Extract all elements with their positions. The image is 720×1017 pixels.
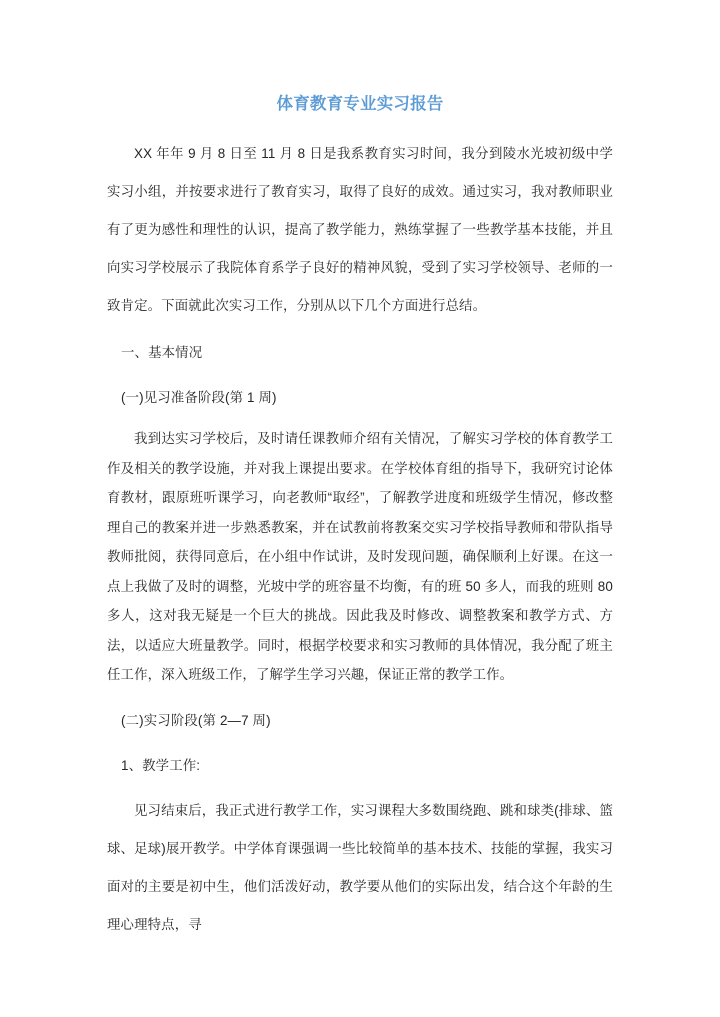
opening-paragraph: XX 年年 9 月 8 日至 11 月 8 日是我系教育实习时间，我分到陵水光坡初级中学实习小组，并按要求进行了教育实习，取得了良好的成效。通过实习，我对教师职业有了更为感性和理性的认识，提高了教学能力，熟练掌握了一些教学基本技能，并且向实习学校展示了我院体育系学子良好的精神风貌，受到了实习学校领导、老师的一致肯定。下面就此次实习工作，分别从以下几个方面进行总结。	[107, 146, 613, 313]
paragraph-preparation: 我到达实习学校后，及时请任课教师介绍有关情况，了解实习学校的体育教学工作及相关的教学设施，并对我上课提出要求。在学校体育组的指导下，我研究讨论体育教材，跟原班听课学习，向老教师“取经”，了解教学进度和班级学生情况，修改整理自己的教案并进一步熟悉教案，并在试教前将教案交实习学校指导教师和带队指导教师批阅，获得同意后，在小组中作试讲，及时发现问题，确保顺利上好课。在这一点上我做了及时的调整，光坡中学的班容量不均衡，有的班 50 多人，而我的班则 80 多人，这对我无疑是一个巨大的挑战。因此我及时修改、调整教案和教学方式、方法，以适应大班量教学。同时，根据学校要求和实习教师的具体情况，我分配了班主任工作，深入班级工作，了解学生学习兴趣，保证正常的教学工作。	[107, 431, 613, 682]
internship-stage-block	[107, 690, 613, 944]
heading-subsection-1: (一)见习准备阶段(第 1 周)	[121, 390, 277, 405]
preparation-block	[107, 424, 613, 690]
paragraph-teaching: 见习结束后，我正式进行教学工作，实习课程大多数围绕跑、跳和球类(排球、篮球、足球)展开教学。中学体育课强调一些比较简单的基本技术、技能的掌握，我实习面对的主要是初中生，他们活泼好动，教学要从他们的实际出发，结合这个年龄的生理心理特点，寻	[107, 802, 613, 932]
opening-block	[107, 135, 613, 424]
spacer-before-item-1	[107, 740, 613, 747]
document-content	[107, 0, 613, 944]
heading-section-1: 一、基本情况	[121, 345, 203, 360]
heading-subsection-2: (二)实习阶段(第 2—7 周)	[121, 712, 271, 728]
spacer-before-sub-1	[107, 372, 613, 379]
spacer-before-sub-2	[107, 690, 613, 702]
spacer-before-preparation	[107, 417, 613, 424]
page-title: 体育教育专业实习报告	[276, 95, 444, 113]
heading-item-1: 1、教学工作:	[121, 757, 201, 773]
spacer-before-section-1	[107, 325, 613, 334]
spacer-before-teaching	[107, 785, 613, 792]
title-body-spacer	[107, 115, 613, 135]
